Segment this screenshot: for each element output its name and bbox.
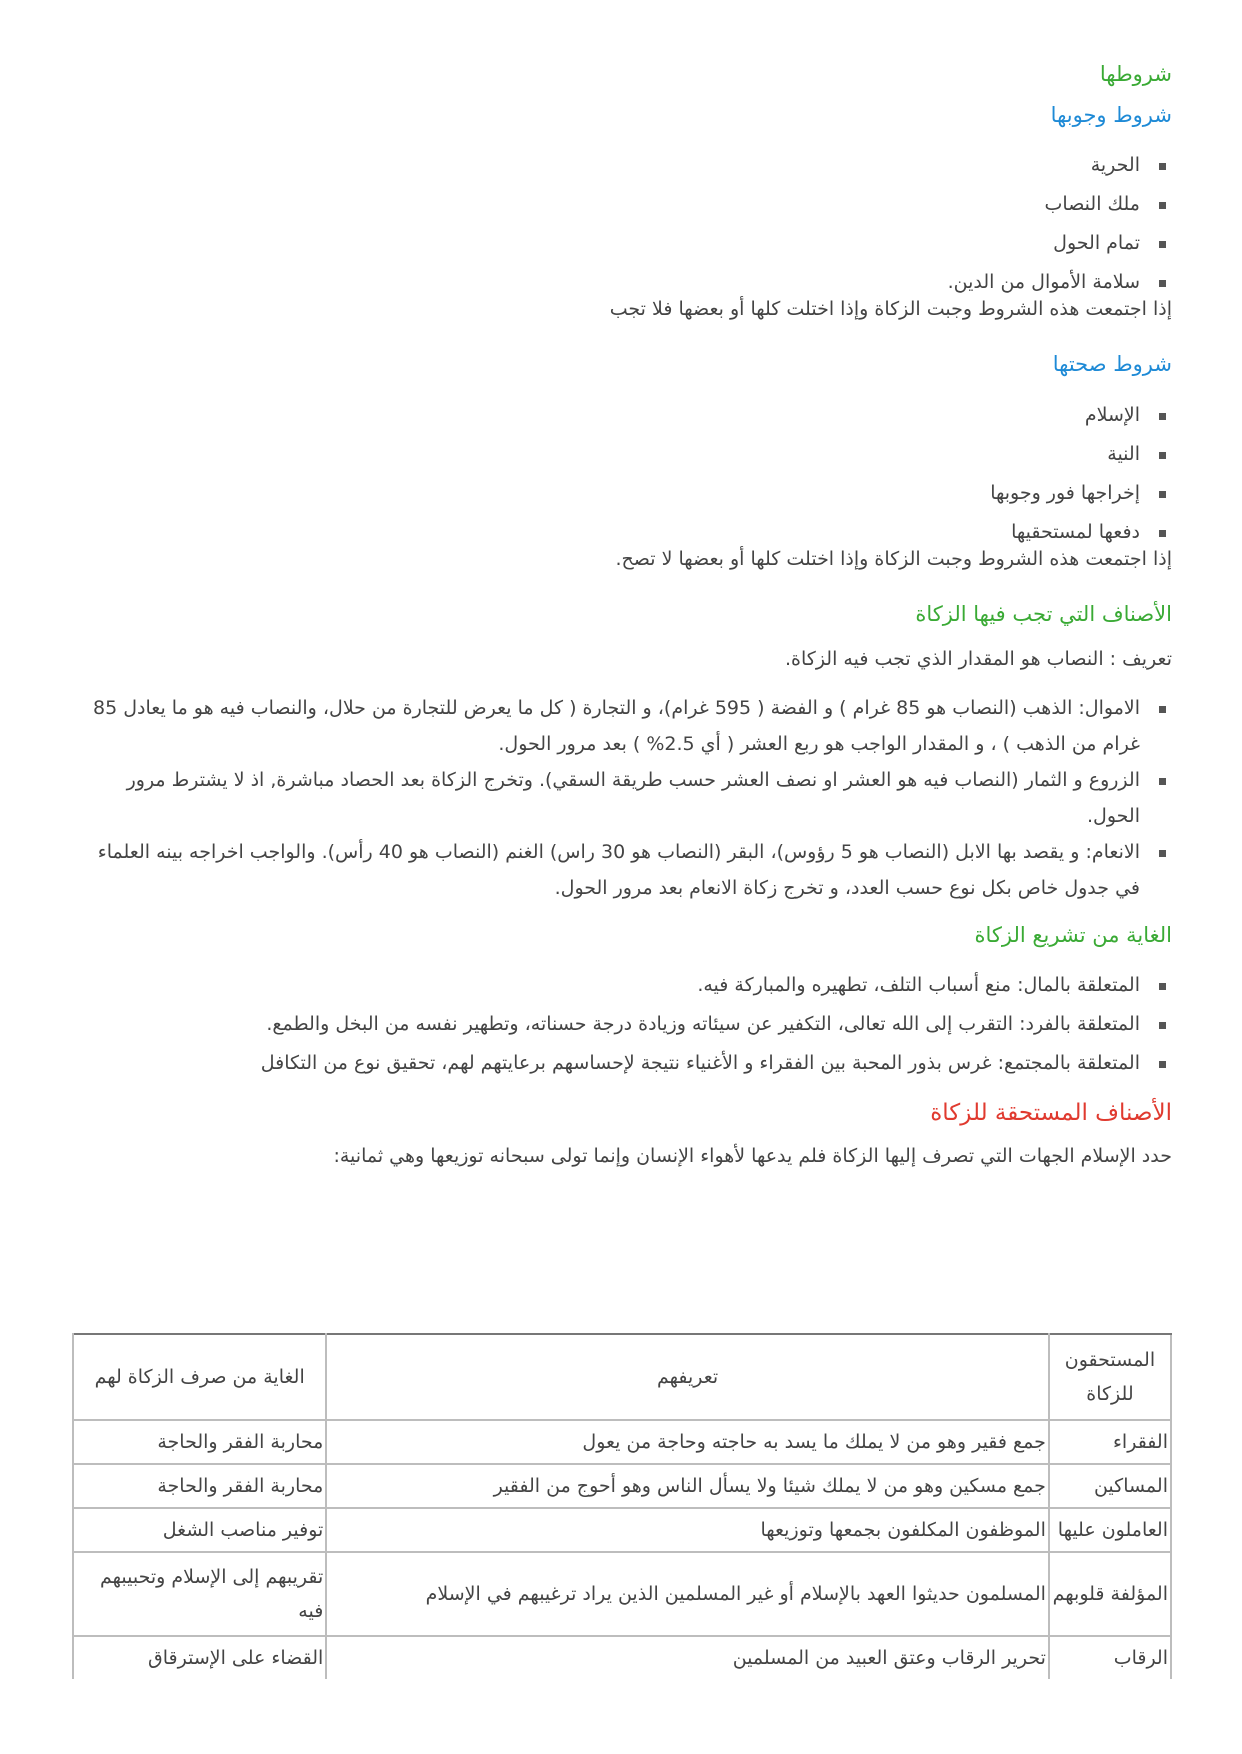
list-item: المتعلقة بالمجتمع: غرس بذور المحبة بين الفقراء و الأغنياء نتيجة لإحساسهم برعايتهم لهم، تحقيق نوع من التكافل — [72, 1044, 1172, 1083]
recipient-purpose: تقريبهم إلى الإسلام وتحبيبهم فيه — [73, 1552, 326, 1636]
recipient-purpose: محاربة الفقر والحاجة — [73, 1420, 326, 1464]
list-item: إخراجها فور وجوبها — [72, 474, 1172, 513]
table-row — [73, 1636, 1171, 1679]
table-row — [73, 1508, 1171, 1552]
header-definition: تعريفهم — [326, 1334, 1049, 1420]
recipient-definition: جمع فقير وهو من لا يملك ما يسد به حاجته وحاجة من يعول — [326, 1420, 1049, 1464]
list-item: الحرية — [72, 146, 1172, 185]
obligation-conditions-heading: شروط وجوبها — [1050, 103, 1172, 127]
table-row — [73, 1464, 1171, 1508]
list-item: سلامة الأموال من الدين. — [72, 263, 1172, 302]
recipient-definition: جمع مسكين وهو من لا يملك شيئا ولا يسأل الناس وهو أحوج من الفقير — [326, 1464, 1049, 1508]
recipient-name: المؤلفة قلوبهم — [1049, 1552, 1171, 1636]
recipient-purpose: توفير مناصب الشغل — [73, 1508, 326, 1552]
recipient-definition: تحرير الرقاب وعتق العبيد من المسلمين — [326, 1636, 1049, 1679]
obligation-note: إذا اجتمعت هذه الشروط وجبت الزكاة وإذا اختلت كلها أو بعضها فلا تجب — [609, 298, 1172, 320]
list-item: المتعلقة بالفرد: التقرب إلى الله تعالى، التكفير عن سيئاته وزيادة درجة حسناته، وتطهير نفسه من البخل والطمع. — [72, 1005, 1172, 1044]
purpose-list — [72, 966, 1172, 1083]
list-item: ملك النصاب — [72, 185, 1172, 224]
nisab-definition: تعريف : النصاب هو المقدار الذي تجب فيه الزكاة. — [785, 648, 1172, 670]
purpose-heading: الغاية من تشريع الزكاة — [974, 923, 1172, 947]
recipient-name: الرقاب — [1049, 1636, 1171, 1679]
table-header-row — [73, 1334, 1171, 1420]
list-item: الانعام: و يقصد بها الابل (النصاب هو 5 رؤوس)، البقر (النصاب هو 30 راس) الغنم (النصاب هو 40 رأس). والواجب اخراجه بينه العلماء في جدول خاص بكل نوع حسب العدد، و تخرج زكاة الانعام بعد مرور الحول. — [72, 834, 1172, 906]
list-item: النية — [72, 435, 1172, 474]
zakat-categories-heading: الأصناف التي تجب فيها الزكاة — [915, 602, 1172, 626]
recipient-name: الفقراء — [1049, 1420, 1171, 1464]
list-item: المتعلقة بالمال: منع أسباب التلف، تطهيره والمباركة فيه. — [72, 966, 1172, 1005]
validity-conditions-heading: شروط صحتها — [1052, 352, 1172, 376]
recipients-heading: الأصناف المستحقة للزكاة — [930, 1100, 1172, 1126]
recipients-table — [72, 1333, 1172, 1679]
recipient-name: العاملون عليها — [1049, 1508, 1171, 1552]
table-row — [73, 1552, 1171, 1636]
obligation-conditions-list — [72, 146, 1172, 302]
recipient-purpose: محاربة الفقر والحاجة — [73, 1464, 326, 1508]
list-item: تمام الحول — [72, 224, 1172, 263]
validity-note: إذا اجتمعت هذه الشروط وجبت الزكاة وإذا اختلت كلها أو بعضها لا تصح. — [615, 548, 1172, 570]
validity-conditions-list — [72, 396, 1172, 552]
list-item: الزروع و الثمار (النصاب فيه هو العشر او نصف العشر حسب طريقة السقي). وتخرج الزكاة بعد الحصاد مباشرة, اذ لا يشترط مرور الحول. — [72, 762, 1172, 834]
recipients-intro: حدد الإسلام الجهات التي تصرف إليها الزكاة فلم يدعها لأهواء الإنسان وإنما تولى سبحانه توزيعها وهي ثمانية: — [333, 1145, 1172, 1167]
header-recipients: المستحقون للزكاة — [1049, 1334, 1171, 1420]
list-item: الاموال: الذهب (النصاب هو 85 غرام ) و الفضة ( 595 غرام)، و التجارة ( كل ما يعرض للتجارة من حلال، والنصاب فيه هو ما يعادل 85 غرام من الذهب ) ، و المقدار الواجب هو ربع العشر ( أي 2.5% ) بعد مرور الحول. — [72, 690, 1172, 762]
zakat-categories-list — [72, 690, 1172, 906]
recipient-name: المساكين — [1049, 1464, 1171, 1508]
conditions-heading: شروطها — [1099, 62, 1172, 86]
recipient-purpose: القضاء على الإسترقاق — [73, 1636, 326, 1679]
list-item: الإسلام — [72, 396, 1172, 435]
header-purpose: الغاية من صرف الزكاة لهم — [73, 1334, 326, 1420]
recipient-definition: المسلمون حديثوا العهد بالإسلام أو غير المسلمين الذين يراد ترغيبهم في الإسلام — [326, 1552, 1049, 1636]
table-row — [73, 1420, 1171, 1464]
list-item: دفعها لمستحقيها — [72, 513, 1172, 552]
recipient-definition: الموظفون المكلفون بجمعها وتوزيعها — [326, 1508, 1049, 1552]
